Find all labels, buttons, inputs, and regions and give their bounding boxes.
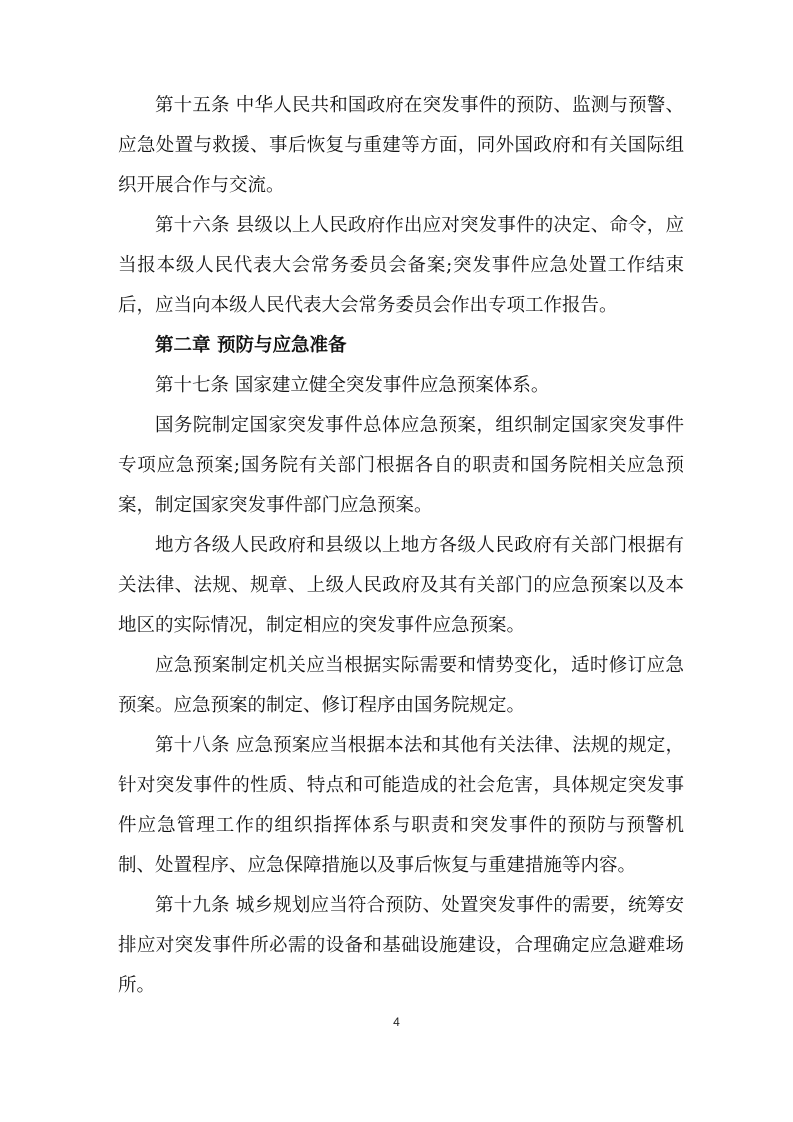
page-number: 4 [393, 1015, 400, 1029]
local-government-plan-paragraph: 地方各级人民政府和县级以上地方各级人民政府有关部门根据有关法律、法规、规章、上级人民政府及其有关部门的应急预案以及本地区的实际情况，制定相应的突发事件应急预案。 [118, 535, 684, 636]
article-18-paragraph: 第十八条 应急预案应当根据本法和其他有关法律、法规的规定，针对突发事件的性质、特点和可能造成的社会危害，具体规定突发事件应急管理工作的组织指挥体系与职责和突发事件的预防与预警机制、处置程序、应急保障措施以及事后恢复与重建措施等内容。 [118, 735, 684, 876]
article-16-paragraph: 第十六条 县级以上人民政府作出应对突发事件的决定、命令，应当报本级人民代表大会常务委员会备案;突发事件应急处置工作结束后，应当向本级人民代表大会常务委员会作出专项工作报告。 [118, 215, 684, 316]
chapter-2-heading: 第二章 预防与应急准备 [155, 335, 347, 356]
state-council-plan-paragraph: 国务院制定国家突发事件总体应急预案，组织制定国家突发事件专项应急预案;国务院有关部门根据各自的职责和国务院相关应急预案，制定国家突发事件部门应急预案。 [118, 415, 684, 516]
article-15-paragraph: 第十五条 中华人民共和国政府在突发事件的预防、监测与预警、应急处置与救援、事后恢复与重建等方面，同外国政府和有关国际组织开展合作与交流。 [118, 95, 684, 196]
document-body [118, 86, 684, 1006]
article-17-paragraph: 第十七条 国家建立健全突发事件应急预案体系。 [155, 375, 550, 396]
article-19-paragraph: 第十九条 城乡规划应当符合预防、处置突发事件的需要，统筹安排应对突发事件所必需的设备和基础设施建设，合理确定应急避难场所。 [118, 895, 684, 996]
plan-revision-paragraph: 应急预案制定机关应当根据实际需要和情势变化，适时修订应急预案。应急预案的制定、修订程序由国务院规定。 [118, 655, 684, 716]
